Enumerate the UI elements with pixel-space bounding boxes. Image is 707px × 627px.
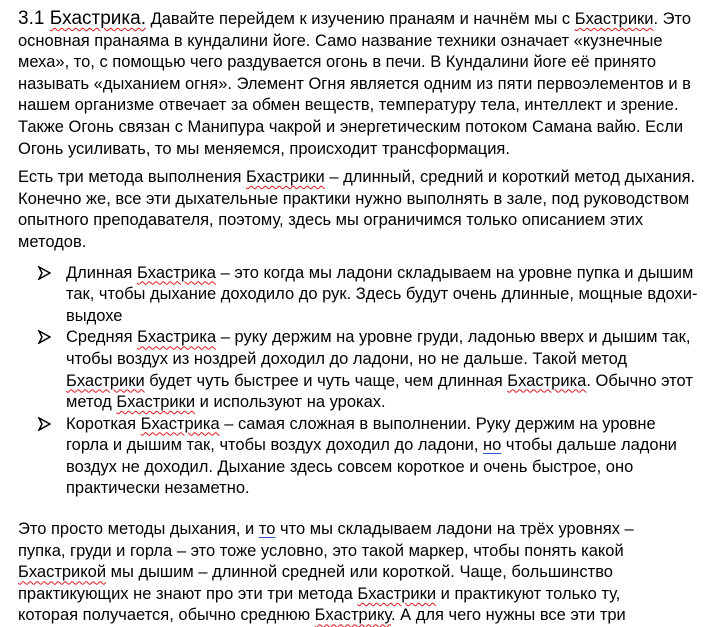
text-line: Также Огонь связан с Манипура чакрой и энергетическим потоком Самана вайю. Если [18, 117, 684, 136]
misspelled-word: Бхастрику [314, 606, 391, 625]
text-line: называть «дыханием огня». Элемент Огня является одним из пяти первоэлементов и в [18, 74, 691, 93]
misspelled-word: Бхастрика [136, 263, 216, 282]
section-heading [18, 8, 146, 29]
text-line: Конечно же, все эти дыхательные практики нужно выполнять в зале, под руководством [18, 189, 690, 208]
text-line: 3.1 Бхастрика. Давайте перейдем к изучению пранаям и начнём мы с Бхастрики. Это [18, 8, 692, 29]
text-line: воздух не доходил. Дыхание здесь совсем короткое и очень быстрое, оно [66, 457, 634, 476]
text-line: метод Бхастрики и используют на уроках. [66, 393, 386, 412]
list-item [18, 327, 702, 413]
arrowhead-bullet-icon [37, 266, 51, 280]
misspelled-word: Бхастрики [574, 10, 654, 28]
misspelled-word: Бхастрика [140, 414, 220, 433]
text-line: методов. [18, 232, 87, 251]
text-line: Это просто методы дыхания, и то что мы складываем ладони на трёх уровнях – [18, 520, 634, 539]
text-line: нашем организме отвечает за обмен веществ, температуру тела, интеллект и зрение. [18, 96, 679, 115]
text-line: горла и дышим так, чтобы воздух доходил до ладони, но чтобы дальше ладони [66, 436, 677, 455]
text-line: так, чтобы дыхание доходило до рук. Здесь будут очень длинные, мощные вдохи- [66, 285, 698, 304]
methods-intro-paragraph [18, 167, 702, 253]
misspelled-word: Бхастрики [357, 584, 437, 603]
arrowhead-bullet-icon [37, 330, 51, 344]
text-line: меха», то, с помощью чего раздувается огонь в печи. В Кундалини йоге её принято [18, 53, 657, 72]
grammar-flagged-word: то [258, 520, 276, 539]
intro-paragraph [18, 8, 702, 160]
section-title: Бхастрика. [49, 8, 146, 29]
arrowhead-bullet-icon [37, 417, 51, 431]
misspelled-word: Бхастрикой [18, 563, 107, 582]
text-line: Бхастрикой мы дышим – длинной средней или короткой. Чаще, большинство [18, 563, 613, 582]
text-line: Огонь усиливать, то мы меняемся, происходит трансформация. [18, 139, 510, 158]
text-line: Бхастрики будет чуть быстрее и чуть чаще, чем длинная Бхастрика. Обычно этот [66, 371, 693, 390]
text-line: которая получается, обычно среднюю Бхастрику. А для чего нужны все эти три [18, 606, 626, 625]
text-line: Средняя Бхастрика – руку держим на уровне груди, ладонью вверх и дышим так, [66, 328, 691, 347]
list-item [18, 263, 702, 328]
closing-paragraph [18, 519, 702, 627]
methods-bullet-list [18, 263, 702, 501]
text-line: Есть три метода выполнения Бхастрики – длинный, средний и короткий метод дыхания. [18, 168, 696, 187]
section-number: 3.1 [18, 8, 45, 29]
misspelled-word: Бхастрики [116, 393, 196, 412]
text-line: практикующих не знают про эти три метода Бхастрики и практикуют только ту, [18, 584, 621, 603]
text-line: пупка, груди и горла – это тоже условно, это такой маркер, чтобы понять какой [18, 541, 624, 560]
text-line: Длинная Бхастрика – это когда мы ладони складываем на уровне пупка и дышим [66, 263, 694, 282]
misspelled-word: Бхастрики [246, 168, 325, 187]
document-page [18, 8, 702, 627]
misspelled-word: Бхастрика [507, 371, 587, 390]
text-line: практически незаметно. [66, 479, 250, 498]
misspelled-word: Бхастрики [66, 371, 145, 390]
grammar-flagged-word: но [483, 436, 502, 455]
list-item [18, 414, 702, 500]
text-line: чтобы воздух из ноздрей доходил до ладони, но не дальше. Такой метод [66, 349, 628, 368]
misspelled-word: Бхастрика [137, 328, 217, 347]
text-line: выдохе [66, 306, 123, 325]
text-line: Короткая Бхастрика – самая сложная в выполнении. Руку держим на уровне [66, 414, 656, 433]
text-line: основная пранаяма в кундалини йоге. Само название техники означает «кузнечные [18, 31, 663, 50]
text-line: опытного преподавателя, поэтому, здесь мы ограничимся только описанием этих [18, 211, 644, 230]
